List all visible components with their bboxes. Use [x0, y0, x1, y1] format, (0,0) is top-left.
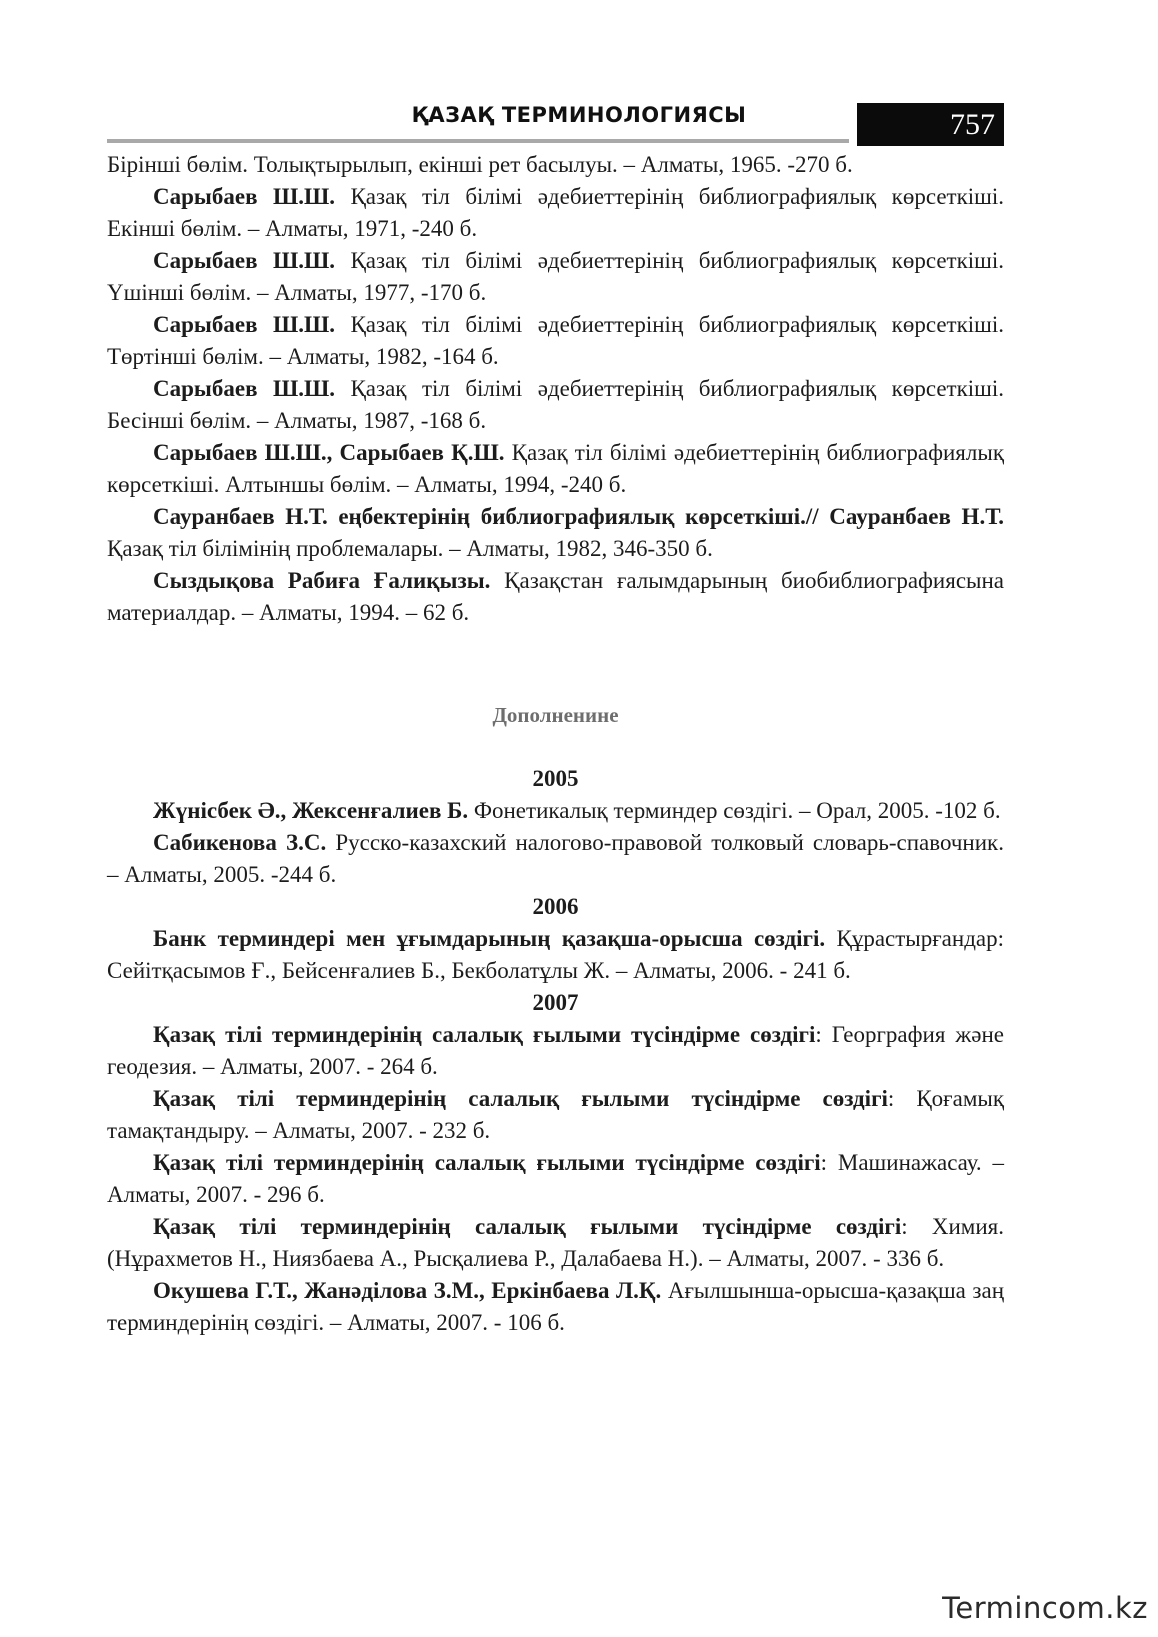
- entry-author: Сарыбаев Ш.Ш.: [153, 376, 335, 401]
- bibliography-entry: [107, 827, 1004, 891]
- bibliography-entry: [107, 923, 1004, 987]
- entry-author: Окушева Г.Т., Жанәділова З.М., Еркінбаева Л.Қ.: [153, 1278, 662, 1303]
- bibliography-entry: [107, 565, 1004, 629]
- entry-author: Қазақ тілі терминдерінің салалық ғылыми түсіндірме сөздігі: [153, 1214, 902, 1239]
- entry-text: Қазақ тіл білімі әдебиеттерінің библиографиялық көрсеткіші. Төртінші бөлім. – Алматы, 1982, -164 б.: [107, 312, 1004, 369]
- entry-author: Сауранбаев Н.Т. еңбектерінің библиографиялық көрсеткіші.// Сауранбаев Н.Т.: [153, 504, 1004, 529]
- entry-text: Русско-казахский налогово-правовой толковый словарь-спавочник. – Алматы, 2005. -244 б.: [107, 830, 1004, 887]
- section-heading: Дополненине: [492, 703, 619, 727]
- page-number-box: 757: [857, 103, 1004, 146]
- entry-author: Сарыбаев Ш.Ш.: [153, 184, 335, 209]
- bibliography-entry: [107, 795, 1004, 827]
- entry-author: Сарыбаев Ш.Ш.: [153, 248, 335, 273]
- year-heading-2007: 2007: [532, 990, 579, 1015]
- entry-text: : Химия. (Нұрахметов Н., Ниязбаева А., Рысқалиева Р., Далабаева Н.). – Алматы, 2007. - 336 б.: [107, 1214, 1004, 1271]
- entry-text: : Георграфия және геодезия. – Алматы, 2007. - 264 б.: [107, 1022, 1004, 1079]
- bibliography-entry: [107, 501, 1004, 565]
- entries-top: [107, 149, 1004, 629]
- entry-author: Банк терминдері мен ұғымдарының қазақша-орысша сөздігі.: [153, 926, 826, 951]
- entry-text: Қазақ тіл білімі әдебиеттерінің библиографиялық көрсеткіші. Үшінші бөлім. – Алматы, 1977, -170 б.: [107, 248, 1004, 305]
- entry-text: Фонетикалық терминдер сөздігі. – Орал, 2005. -102 б.: [468, 798, 1001, 823]
- entry-text: Қазақ тіл білімі әдебиеттерінің библиографиялық көрсеткіші. Бесінші бөлім. – Алматы, 1987, -168 б.: [107, 376, 1004, 433]
- entry-text: Құрастырғандар: Сейітқасымов Ғ., Бейсенғалиев Б., Бекболатұлы Ж. – Алматы, 2006. - 241 б.: [107, 926, 1004, 983]
- entry-text: Қазақ тіл білімі әдебиеттерінің библиографиялық көрсеткіші. Алтыншы бөлім. – Алматы, 1994, -240 б.: [107, 440, 1004, 497]
- entry-author: Қазақ тілі терминдерінің салалық ғылыми түсіндірме сөздігі: [153, 1022, 816, 1047]
- bibliography-entry: [107, 1147, 1004, 1211]
- bibliography-entry: [107, 1275, 1004, 1339]
- site-watermark: Termincom.kz: [942, 1591, 1148, 1625]
- entry-author: Сарыбаев Ш.Ш.: [153, 312, 335, 337]
- bibliography-entry: [107, 309, 1004, 373]
- entry-text: Қазақ тіл білімінің проблемалары. – Алматы, 1982, 346-350 б.: [107, 536, 713, 561]
- entry-author: Сыздықова Рабиға Ғалиқызы.: [153, 568, 491, 593]
- bibliography-entry: [107, 1083, 1004, 1147]
- entry-text: Ағылшынша-орысша-қазақша заң терминдерінің сөздігі. – Алматы, 2007. - 106 б.: [107, 1278, 1005, 1335]
- year-heading-2006: 2006: [532, 894, 579, 919]
- header-rule: [107, 139, 849, 143]
- bibliography-entry: [107, 1211, 1004, 1275]
- entry-author: Қазақ тілі терминдерінің салалық ғылыми түсіндірме сөздігі: [153, 1150, 821, 1175]
- page-body: [107, 149, 1004, 1339]
- entry-author: Сарыбаев Ш.Ш., Сарыбаев Қ.Ш.: [153, 440, 505, 465]
- entry-text: : Машинажасау. – Алматы, 2007. - 296 б.: [107, 1150, 1004, 1207]
- entry-author: Сабикенова З.С.: [153, 830, 327, 855]
- bibliography-entry: [107, 149, 1004, 181]
- entry-text: : Қоғамық тамақтандыру. – Алматы, 2007. - 232 б.: [107, 1086, 1004, 1143]
- bibliography-entry: [107, 373, 1004, 437]
- running-header-title: ҚАЗАҚ ТЕРМИНОЛОГИЯСЫ: [411, 103, 747, 127]
- bibliography-entry: [107, 437, 1004, 501]
- entry-text: Қазақ тіл білімі әдебиеттерінің библиографиялық көрсеткіші. Екінші бөлім. – Алматы, 1971, -240 б.: [107, 184, 1004, 241]
- year-heading-2005: 2005: [532, 766, 579, 791]
- bibliography-entry: [107, 245, 1004, 309]
- entry-author: Жүнісбек Ә., Жексенғалиев Б.: [153, 798, 469, 823]
- entry-text: Бірінші бөлім. Толықтырылып, екінші рет басылуы. – Алматы, 1965. -270 б.: [107, 152, 853, 177]
- bibliography-entry: [107, 181, 1004, 245]
- entry-text: Қазақстан ғалымдарының биобиблиографиясына материалдар. – Алматы, 1994. – 62 б.: [107, 568, 1004, 625]
- entry-author: Қазақ тілі терминдерінің салалық ғылыми түсіндірме сөздігі: [153, 1086, 888, 1111]
- bibliography-entry: [107, 1019, 1004, 1083]
